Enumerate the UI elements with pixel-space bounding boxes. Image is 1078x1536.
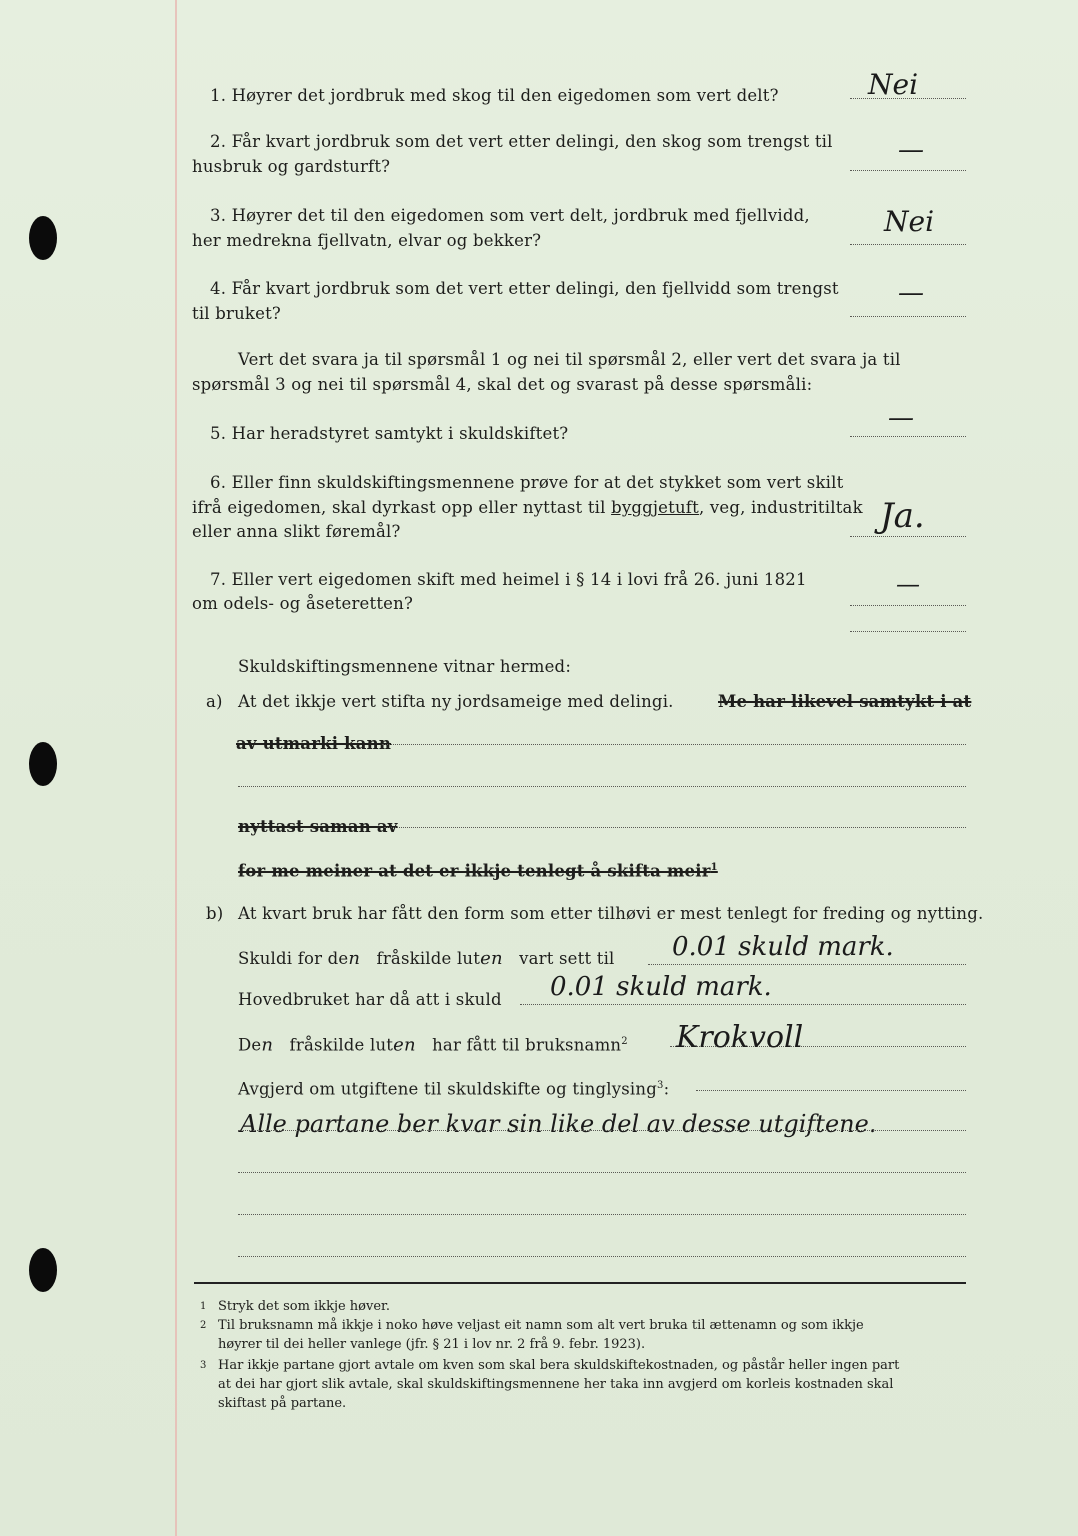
footnote-2-num: 2 (200, 1320, 207, 1331)
question-4-answer: — (898, 278, 924, 308)
question-2-answer: — (898, 135, 924, 165)
fill-line (238, 786, 966, 787)
section-a-struck-2: av utmarki kann (236, 734, 392, 753)
section-a-struck-4: for me meiner at det er ikkje tenlegt å skifta meir$^1$ (238, 861, 718, 881)
avgjerd-label: Avgjerd om utgiftene til skuldskifte og tinglysing$^3$: (238, 1079, 670, 1099)
question-3-line-2: her medrekna fjellvatn, elvar og bekker? (192, 231, 542, 250)
footnote-3-line-1: Har ikkje partane gjort avtale om kven som skal bera skuldskiftekostnaden, og påstår heller ingen part (218, 1358, 900, 1373)
question-5: 5. Har heradstyret samtykt i skuldskiftet? (210, 424, 569, 443)
section-a-struck-1: Me har likevel samtykt i at (718, 692, 972, 711)
question-7-answer: — (896, 570, 920, 598)
question-1-line-1: 1. Høyrer det jordbruk med skog til den eigedomen som vert delt? (210, 86, 779, 105)
answer-line (850, 170, 966, 171)
fill-line (238, 1172, 966, 1173)
footnote-3-line-2: at dei har gjort slik avtale, skal skuldskiftingsmennene her taka inn avgjerd om korleis kostnaden skal (218, 1377, 894, 1392)
answer-line (850, 436, 966, 437)
section-a-text: At det ikkje vert stifta ny jordsameige med delingi. (238, 692, 674, 711)
hovedbruk-label: Hovedbruket har då att i skuld (238, 990, 502, 1009)
footnote-1-line-1: Stryk det som ikkje høver. (218, 1299, 390, 1314)
skuld-line (238, 947, 615, 971)
witness-heading: Skuldskiftingsmennene vitnar hermed: (238, 657, 572, 676)
fill-line (384, 827, 966, 828)
skuld-prefix: Skuldi for de (238, 949, 349, 968)
namn-suffix: har fått til bruksnamn (432, 1035, 622, 1055)
question-4-line-1: 4. Får kvart jordbruk som det vert etter delingi, den fjellvidd som trengst (210, 279, 839, 298)
question-7-line-1: 7. Eller vert eigedomen skift med heimel i § 14 i lovi frå 26. juni 1821 (210, 570, 807, 589)
conditional-line-2: spørsmål 3 og nei til spørsmål 4, skal det og svarast på desse spørsmåli: (192, 375, 813, 394)
punch-hole (29, 1248, 57, 1292)
namn-hand-1: n (261, 1034, 274, 1056)
footnote-2-line-1: Til bruksnamn må ikkje i noko høve veljast eit namn som alt vert bruka til ættenamn og som ikkje (218, 1318, 864, 1333)
section-b-text: At kvart bruk har fått den form som etter tilhøvi er mest tenlegt for freding og nytting. (238, 904, 984, 923)
punch-hole (29, 216, 57, 260)
question-6-line-1: 6. Eller finn skuldskiftingsmennene prøve for at det stykket som vert skilt (210, 473, 844, 492)
skuld-suffix: vart sett til (519, 949, 615, 968)
question-6-line-2: ifrå eigedomen, skal dyrkast opp eller nyttast til byggjetuft, veg, industritiltak (192, 498, 863, 517)
namn-prefix: De (238, 1035, 262, 1055)
question-4-line-2: til bruket? (192, 304, 281, 323)
bleed-through (840, 102, 844, 115)
footnote-3-num: 3 (200, 1360, 207, 1371)
answer-line (850, 244, 966, 245)
punch-hole (29, 742, 57, 786)
margin-line (175, 0, 177, 1536)
namn-mid: fråskilde lut (289, 1035, 394, 1055)
footnote-rule (194, 1282, 966, 1284)
avgjerd-value: Alle partane ber kvar sin like del av desse utgiftene. (240, 1110, 877, 1138)
question-3-answer: Nei (884, 205, 935, 238)
question-6-answer: Ja. (880, 496, 925, 536)
fill-line (648, 964, 966, 965)
answer-line (850, 536, 966, 537)
footnote-1-num: 1 (200, 1301, 207, 1312)
fill-line (520, 1004, 966, 1005)
question-5-answer: — (888, 403, 914, 433)
namn-hand-2: en (393, 1034, 416, 1056)
bruksnamn-line (238, 1030, 628, 1058)
skuld-hand-1: n (348, 948, 361, 969)
question-2-line-2: husbruk og gardsturft? (192, 157, 391, 176)
fill-line (696, 1090, 966, 1091)
fill-line (238, 1130, 966, 1131)
answer-line (850, 605, 966, 606)
fill-line (382, 744, 966, 745)
underlined-word: byggjetuft (611, 498, 699, 517)
question-2-line-1: 2. Får kvart jordbruk som det vert etter delingi, den skog som trengst til (210, 132, 833, 151)
section-b-label: b) (206, 904, 224, 923)
question-7-line-2: om odels- og åseteretten? (192, 594, 414, 613)
skuld-value: 0.01 skuld mark. (672, 932, 894, 962)
footnote-2-line-2: høyrer til dei heller vanlege (jfr. § 21 i lov nr. 2 frå 9. febr. 1923). (218, 1337, 646, 1352)
answer-line (850, 631, 966, 632)
conditional-line-1: Vert det svara ja til spørsmål 1 og nei til spørsmål 2, eller vert det svara ja til (238, 350, 901, 369)
skuld-mid: fråskilde lut (376, 949, 481, 968)
footnote-ref-2: 2 (621, 1036, 628, 1047)
bruksnamn-value: Krokvoll (676, 1020, 804, 1055)
hovedbruk-value: 0.01 skuld mark. (550, 972, 772, 1002)
question-3-line-1: 3. Høyrer det til den eigedomen som vert delt, jordbruk med fjellvidd, (210, 206, 810, 225)
question-6-line-3: eller anna slikt føremål? (192, 522, 401, 541)
fill-line (238, 1214, 966, 1215)
footnote-3-line-3: skiftast på partane. (218, 1396, 347, 1411)
section-a-label: a) (206, 692, 223, 711)
question-1-answer: Nei (868, 68, 919, 101)
skuld-hand-2: en (480, 948, 503, 969)
answer-line (850, 316, 966, 317)
section-a-struck-3: nyttast saman av (238, 817, 398, 836)
fill-line (238, 1256, 966, 1257)
